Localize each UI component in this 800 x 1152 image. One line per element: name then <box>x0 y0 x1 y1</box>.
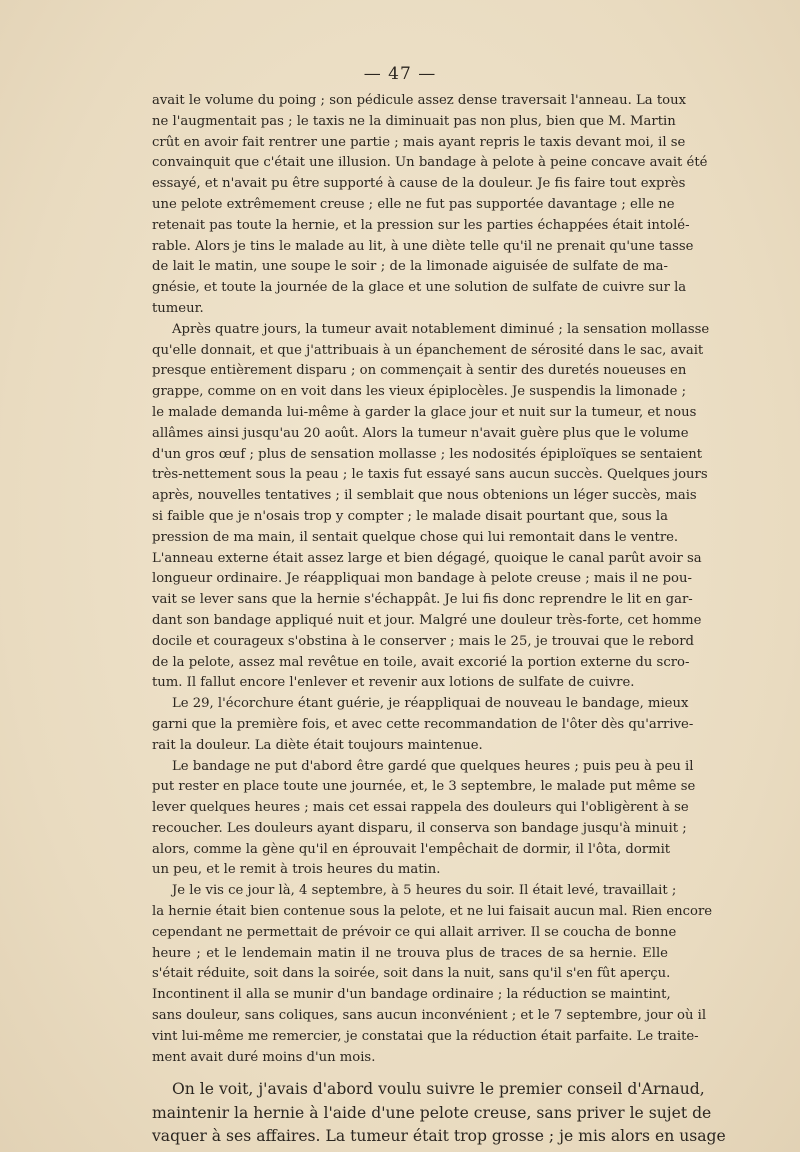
closing-paragraph <box>152 1078 726 1149</box>
text-line: ne l'augmentait pas ; le taxis ne la diminuait pas non plus, bien que M. Martin <box>152 113 676 129</box>
text-line: une pelote extrêmement creuse ; elle ne fut pas supportée davantage ; elle ne <box>152 196 675 212</box>
text-line: cependant ne permettait de prévoir ce qui allait arriver. Il se coucha de bonne <box>152 924 677 940</box>
page-number: — 47 — <box>363 64 437 84</box>
text-line: longueur ordinaire. Je réappliquai mon bandage à pelote creuse ; mais il ne pou- <box>152 571 692 587</box>
text-line: de lait le matin, une soupe le soir ; de la limonade aiguisée de sulfate de ma- <box>152 259 668 275</box>
text-line: tum. Il fallut encore l'enlever et revenir aux lotions de sulfate de cuivre. <box>152 675 635 691</box>
text-line: Incontinent il alla se munir d'un bandage ordinaire ; la réduction se maintint, <box>152 987 671 1003</box>
paragraph-3 <box>152 694 694 756</box>
text-line: convainquit que c'était une illusion. Un bandage à pelote à peine concave avait été <box>152 155 708 171</box>
text-line: maintenir la hernie à l'aide d'une pelote creuse, sans priver le sujet de <box>152 1103 712 1122</box>
text-line: vait se lever sans que la hernie s'échappât. Je lui fis donc reprendre le lit en gar- <box>152 592 693 608</box>
text-line: L'anneau externe était assez large et bien dégagé, quoique le canal parût avoir sa <box>152 550 702 566</box>
text-line: allâmes ainsi jusqu'au 20 août. Alors la tumeur n'avait guère plus que le volume <box>152 425 689 441</box>
text-line: retenait pas toute la hernie, et la pression sur les parties échappées était intolé- <box>152 217 690 233</box>
text-line: sans douleur, sans coliques, sans aucun inconvénient ; et le 7 septembre, jour où il <box>152 1008 707 1024</box>
text-line: le malade demanda lui-même à garder la glace jour et nuit sur la tumeur, et nous <box>152 404 697 420</box>
text-line: Après quatre jours, la tumeur avait notablement diminué ; la sensation mollasse <box>172 321 710 337</box>
text-line: un peu, et le remit à trois heures du matin. <box>152 862 441 878</box>
text-line: Le bandage ne put d'abord être gardé que quelques heures ; puis peu à peu il <box>172 758 694 774</box>
text-line: si faible que je n'osais trop y compter ; le malade disait pourtant que, sous la <box>152 508 668 524</box>
text-line: essayé, et n'avait pu être supporté à cause de la douleur. Je fis faire tout exprès <box>152 176 686 192</box>
text-line: d'un gros œuf ; plus de sensation mollasse ; les nodosités épiploïques se sentaient <box>152 446 703 462</box>
text-line: recoucher. Les douleurs ayant disparu, il conserva son bandage jusqu'à minuit ; <box>152 820 687 836</box>
paragraph-2 <box>152 320 710 694</box>
text-line: heure ; et le lendemain matin il ne trouva plus de traces de sa hernie. Elle <box>152 945 668 961</box>
text-line: s'était réduite, soit dans la soirée, soit dans la nuit, sans qu'il s'en fût aperçu. <box>152 966 671 982</box>
text-line: très-nettement sous la peau ; le taxis fut essayé sans aucun succès. Quelques jours <box>152 467 708 483</box>
text-line: tumeur. <box>152 300 204 316</box>
text-line: la hernie était bien contenue sous la pelote, et ne lui faisait aucun mal. Rien encore <box>152 904 713 920</box>
text-line: après, nouvelles tentatives ; il semblait que nous obtenions un léger succès, mais <box>152 488 697 504</box>
text-line: vaquer à ses affaires. La tumeur était trop grosse ; je mis alors en usage <box>152 1127 726 1146</box>
text-line: put rester en place toute une journée, et, le 3 septembre, le malade put même se <box>152 779 696 795</box>
text-line: gnésie, et toute la journée de la glace et une solution de sulfate de cuivre sur la <box>152 280 687 296</box>
text-line: presque entièrement disparu ; on commençait à sentir des duretés noueuses en <box>152 363 687 379</box>
paragraph-4 <box>152 757 696 882</box>
text-line: pression de ma main, il sentait quelque chose qui lui remontait dans le ventre. <box>152 529 679 545</box>
text-line: dant son bandage appliqué nuit et jour. Malgré une douleur très-forte, cet homme <box>152 612 702 628</box>
text-line: ment avait duré moins d'un mois. <box>152 1049 376 1065</box>
text-line: crût en avoir fait rentrer une partie ; mais ayant repris le taxis devant moi, il se <box>152 134 686 150</box>
text-line: alors, comme la gène qu'il en éprouvait l'empêchait de dormir, il l'ôta, dormit <box>152 841 671 857</box>
paragraph-5 <box>152 881 713 1068</box>
text-line: lever quelques heures ; mais cet essai rappela des douleurs qui l'obligèrent à se <box>152 800 689 816</box>
paragraph-1 <box>152 91 708 320</box>
text-line: de la pelote, assez mal revêtue en toile, avait excorié la portion externe du scro- <box>152 654 690 670</box>
text-line: rable. Alors je tins le malade au lit, à une diète telle qu'il ne prenait qu'une tasse <box>152 238 694 254</box>
body-text <box>152 91 726 1149</box>
text-line: grappe, comme on en voit dans les vieux épiplocèles. Je suspendis la limonade ; <box>152 384 687 400</box>
text-line: On le voit, j'avais d'abord voulu suivre le premier conseil d'Arnaud, <box>172 1080 705 1099</box>
text-line: garni que la première fois, et avec cette recommandation de l'ôter dès qu'arrive- <box>152 716 694 732</box>
text-line: Je le vis ce jour là, 4 septembre, à 5 heures du soir. Il était levé, travaillait ; <box>172 883 677 899</box>
text-line: vint lui-même me remercier, je constatai que la réduction était parfaite. Le traite- <box>152 1028 699 1044</box>
text-line: docile et courageux s'obstina à le conserver ; mais le 25, je trouvai que le rebord <box>152 633 694 649</box>
text-line: qu'elle donnait, et que j'attribuais à un épanchement de sérosité dans le sac, avait <box>152 342 704 358</box>
text-line: avait le volume du poing ; son pédicule assez dense traversait l'anneau. La toux <box>152 93 687 108</box>
text-line: Le 29, l'écorchure étant guérie, je réappliquai de nouveau le bandage, mieux <box>172 696 689 712</box>
text-line: rait la douleur. La diète était toujours maintenue. <box>152 737 483 753</box>
